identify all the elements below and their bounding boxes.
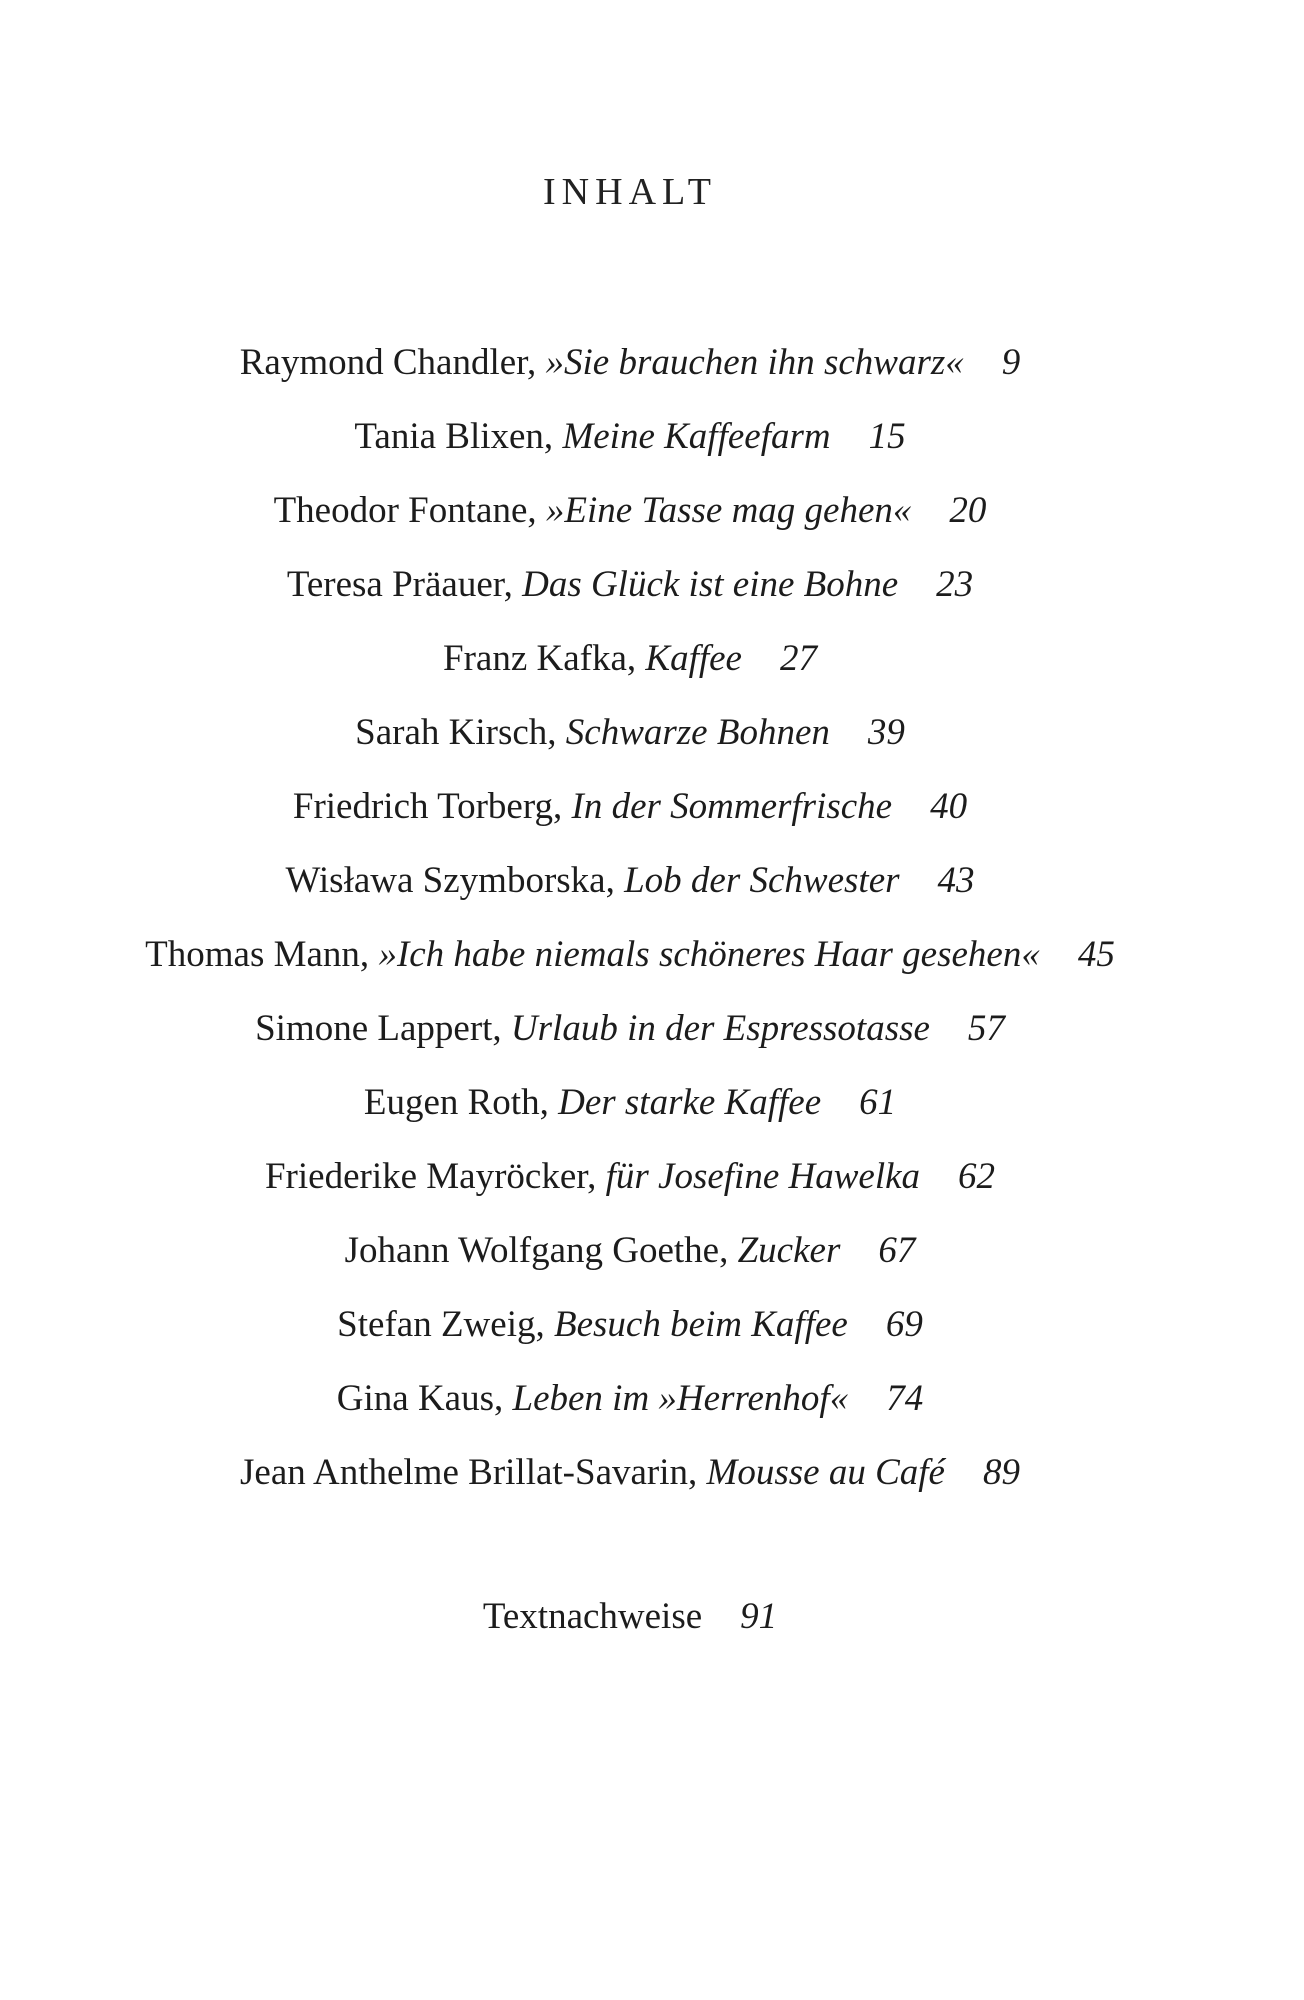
toc-page-number: 9 — [1001, 342, 1021, 383]
toc-title: Schwarze Bohnen — [565, 712, 830, 753]
appendix-entry — [0, 1580, 1260, 1654]
toc-entry — [0, 844, 1260, 918]
toc-author: Raymond Chandler, — [239, 342, 537, 383]
toc-entry — [0, 696, 1260, 770]
toc-author: Teresa Präauer, — [286, 564, 513, 605]
toc-title: »Eine Tasse mag gehen« — [545, 490, 912, 531]
toc-page-number: 57 — [967, 1008, 1005, 1049]
toc-author: Friederike Mayröcker, — [264, 1156, 597, 1197]
toc-entry — [0, 1288, 1260, 1362]
toc-author: Friedrich Torberg, — [292, 786, 563, 827]
toc-author: Johann Wolfgang Goethe, — [344, 1230, 729, 1271]
toc-author: Simone Lappert, — [255, 1008, 502, 1049]
toc-entry — [0, 1140, 1260, 1214]
toc-author: Stefan Zweig, — [337, 1304, 545, 1345]
toc-author: Franz Kafka, — [443, 638, 637, 679]
toc-page-number: 45 — [1077, 934, 1115, 975]
toc-page-number: 39 — [867, 712, 905, 753]
toc-title: Der starke Kaffee — [558, 1082, 822, 1123]
toc-author: Theodor Fontane, — [273, 490, 537, 531]
toc-page-number: 20 — [949, 490, 987, 531]
toc-title: Kaffee — [645, 638, 742, 679]
toc-entry — [0, 474, 1260, 548]
toc-title: Besuch beim Kaffee — [553, 1304, 848, 1345]
toc-author: Gina Kaus, — [336, 1378, 504, 1419]
toc-page-number: 62 — [958, 1156, 996, 1197]
toc-title: Leben im »Herrenhof« — [512, 1378, 849, 1419]
toc-author: Thomas Mann, — [145, 934, 370, 975]
toc-author: Wisława Szymborska, — [285, 860, 615, 901]
toc-page-number: 43 — [937, 860, 975, 901]
toc-title: Lob der Schwester — [624, 860, 900, 901]
toc-entry — [0, 918, 1260, 992]
appendix-label: Textnachweise — [482, 1596, 703, 1637]
toc-page-number: 69 — [885, 1304, 923, 1345]
contents-heading: INHALT — [543, 171, 717, 213]
toc-page-number: 15 — [868, 416, 906, 457]
toc-page-number: 61 — [859, 1082, 897, 1123]
toc-title: Mousse au Café — [706, 1452, 945, 1493]
toc-title: Das Glück ist eine Bohne — [522, 564, 899, 605]
toc-page-number: 74 — [886, 1378, 924, 1419]
toc-author: Tania Blixen, — [354, 416, 554, 457]
toc-title: Zucker — [737, 1230, 841, 1271]
toc-author: Sarah Kirsch, — [355, 712, 557, 753]
toc-page-number: 23 — [936, 564, 974, 605]
toc-page-number: 40 — [930, 786, 968, 827]
appendix-page-number: 91 — [740, 1596, 778, 1637]
toc-title: »Sie brauchen ihn schwarz« — [545, 342, 964, 383]
toc-title: Meine Kaffeefarm — [562, 416, 831, 457]
toc-title: »Ich habe niemals schöneres Haar gesehen« — [378, 934, 1040, 975]
toc-entry — [0, 326, 1260, 400]
toc-entry — [0, 622, 1260, 696]
toc-entry — [0, 1436, 1260, 1510]
toc-title: Urlaub in der Espressotasse — [510, 1008, 930, 1049]
toc-entry — [0, 992, 1260, 1066]
toc-entry — [0, 1362, 1260, 1436]
toc-author: Eugen Roth, — [363, 1082, 549, 1123]
toc-page-number: 27 — [779, 638, 817, 679]
toc-page-number: 89 — [982, 1452, 1020, 1493]
toc-entry — [0, 548, 1260, 622]
toc-page-number: 67 — [878, 1230, 916, 1271]
toc-entry — [0, 1214, 1260, 1288]
table-of-contents — [0, 326, 1260, 1510]
toc-entry — [0, 770, 1260, 844]
toc-title: In der Sommerfrische — [571, 786, 893, 827]
toc-entry — [0, 400, 1260, 474]
toc-entry — [0, 1066, 1260, 1140]
toc-author: Jean Anthelme Brillat-Savarin, — [240, 1452, 698, 1493]
toc-title: für Josefine Hawelka — [605, 1156, 921, 1197]
